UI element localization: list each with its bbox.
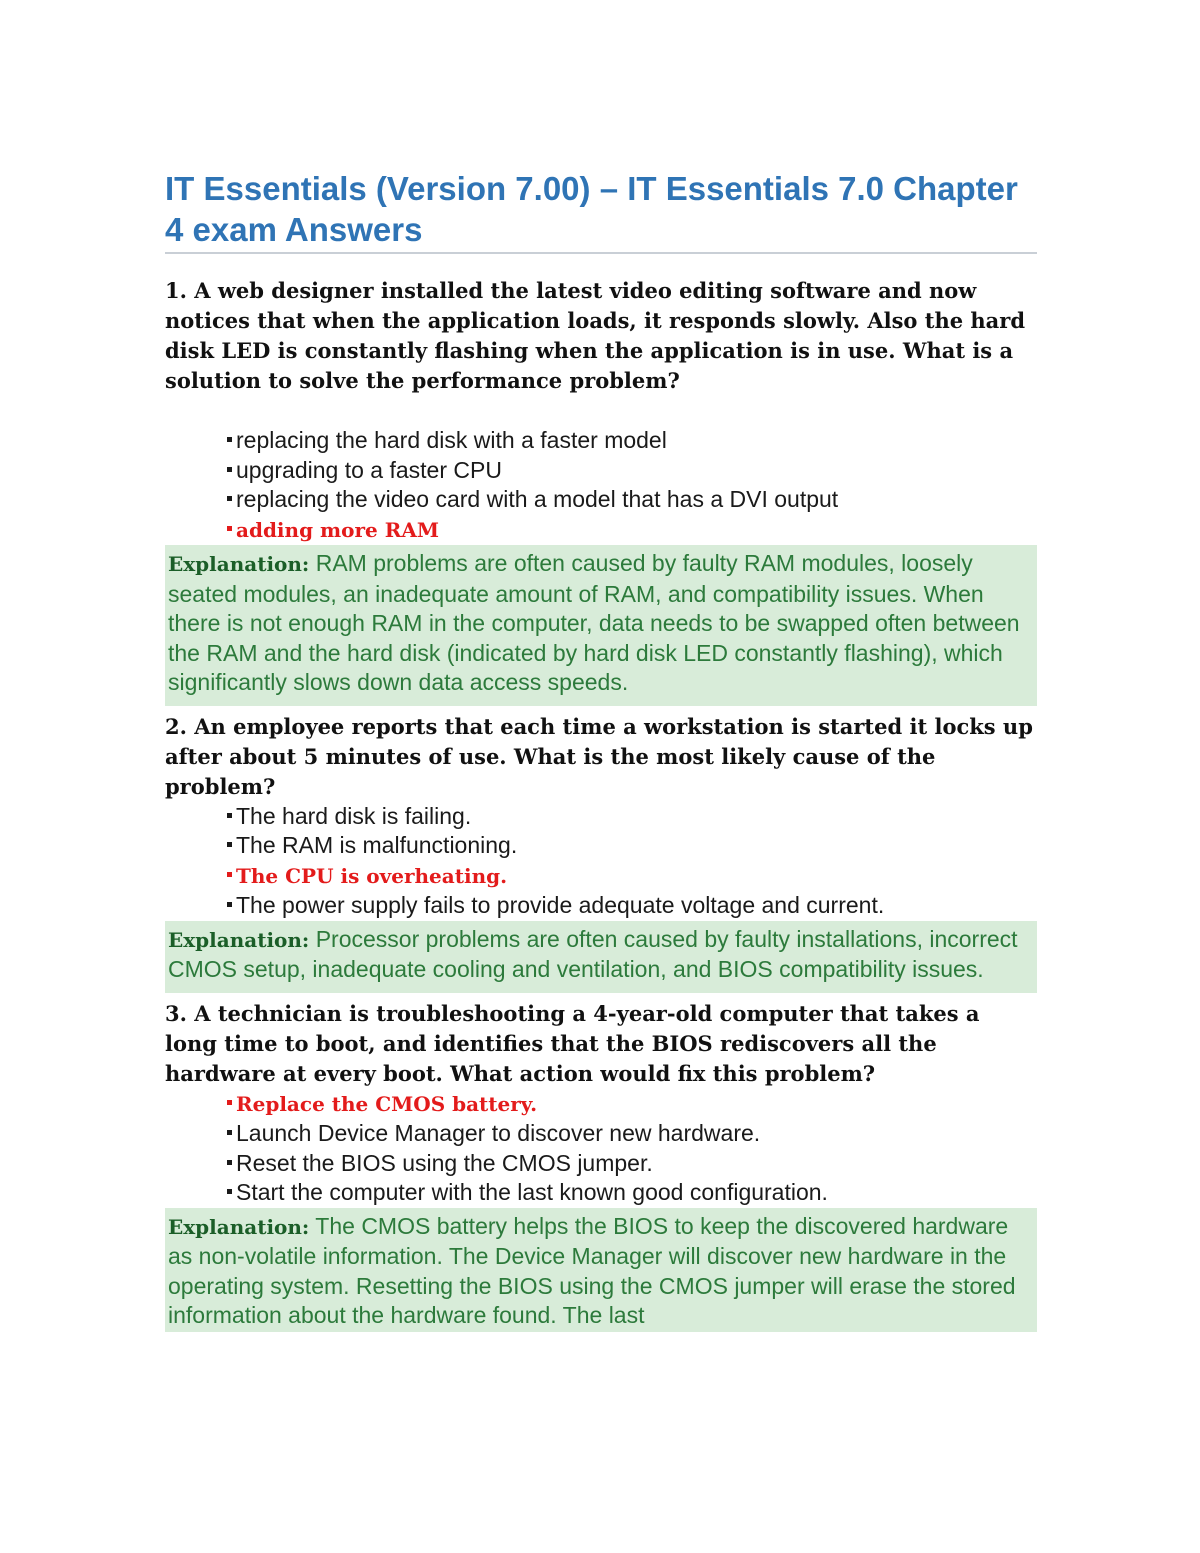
question-1 <box>165 276 1037 396</box>
document-title: IT Essentials (Version 7.00) – IT Essentials 7.0 Chapter 4 exam Answers <box>165 168 1037 254</box>
bullet-icon <box>227 437 232 442</box>
answer-option: replacing the video card with a model that has a DVI output <box>227 485 1037 515</box>
correct-answer-option: Replace the CMOS battery. <box>227 1089 1037 1120</box>
question-text: A technician is troubleshooting a 4-year-old computer that takes a long time to boot, and identifies that the BIOS rediscovers all the hardware at every boot. What action would fix this problem? <box>165 1000 980 1086</box>
bullet-icon <box>227 1189 232 1194</box>
answer-options-2 <box>165 802 1037 921</box>
answer-option: replacing the hard disk with a faster model <box>227 426 1037 456</box>
bullet-icon <box>227 526 232 531</box>
explanation-box-3 <box>165 1208 1037 1332</box>
bullet-icon <box>227 1160 232 1165</box>
bullet-icon <box>227 813 232 818</box>
bullet-icon <box>227 467 232 472</box>
answer-option: The power supply fails to provide adequate voltage and current. <box>227 891 1037 921</box>
explanation-text: Processor problems are often caused by faulty installations, incorrect CMOS setup, inadequate cooling and ventilation, and BIOS compatibility issues. <box>168 925 1018 982</box>
explanation-label: Explanation: <box>168 1214 310 1239</box>
answer-option: Launch Device Manager to discover new hardware. <box>227 1119 1037 1149</box>
explanation-text: The CMOS battery helps the BIOS to keep the discovered hardware as non-volatile information. The Device Manager will discover new hardware in the operating system. Resetting the BIOS using the CMOS jumper will erase the stored information about the hardware found. The last <box>168 1212 1016 1328</box>
bullet-icon <box>227 1100 232 1105</box>
answer-option: Reset the BIOS using the CMOS jumper. <box>227 1149 1037 1179</box>
answer-options-3 <box>165 1089 1037 1208</box>
question-2 <box>165 712 1037 802</box>
explanation-label: Explanation: <box>168 552 310 576</box>
bullet-icon <box>227 902 232 907</box>
bullet-icon <box>227 842 232 847</box>
explanation-label: Explanation: <box>168 927 310 952</box>
bullet-icon <box>227 1130 232 1135</box>
explanation-text: RAM problems are often caused by faulty RAM modules, loosely seated modules, an inadequate amount of RAM, and compatibility issues. When there is not enough RAM in the computer, data needs to be swapped often between the RAM and the hard disk (indicated by hard disk LED constantly flashing), which significantly slows down data access speeds. <box>168 550 1020 695</box>
document-page <box>165 168 1037 1338</box>
question-3 <box>165 999 1037 1089</box>
bullet-icon <box>227 872 232 877</box>
explanation-box-1 <box>165 545 1037 706</box>
question-number: 2. <box>165 713 187 739</box>
question-text: An employee reports that each time a workstation is started it locks up after about 5 minutes of use. What is the most likely cause of the problem? <box>165 713 1033 799</box>
answer-option: The RAM is malfunctioning. <box>227 831 1037 861</box>
answer-options-1 <box>165 426 1037 545</box>
correct-answer-option: The CPU is overheating. <box>227 861 1037 892</box>
answer-option: The hard disk is failing. <box>227 802 1037 832</box>
question-text: A web designer installed the latest video editing software and now notices that when the application loads, it responds slowly. Also the hard disk LED is constantly flashing when the application is in use. What is a solution to solve the performance problem? <box>165 278 1026 393</box>
bullet-icon <box>227 496 232 501</box>
question-number: 1. <box>165 278 187 303</box>
answer-option: upgrading to a faster CPU <box>227 456 1037 486</box>
explanation-box-2 <box>165 921 1037 993</box>
correct-answer-option: adding more RAM <box>227 515 1037 546</box>
question-number: 3. <box>165 1000 187 1026</box>
answer-option: Start the computer with the last known good configuration. <box>227 1178 1037 1208</box>
